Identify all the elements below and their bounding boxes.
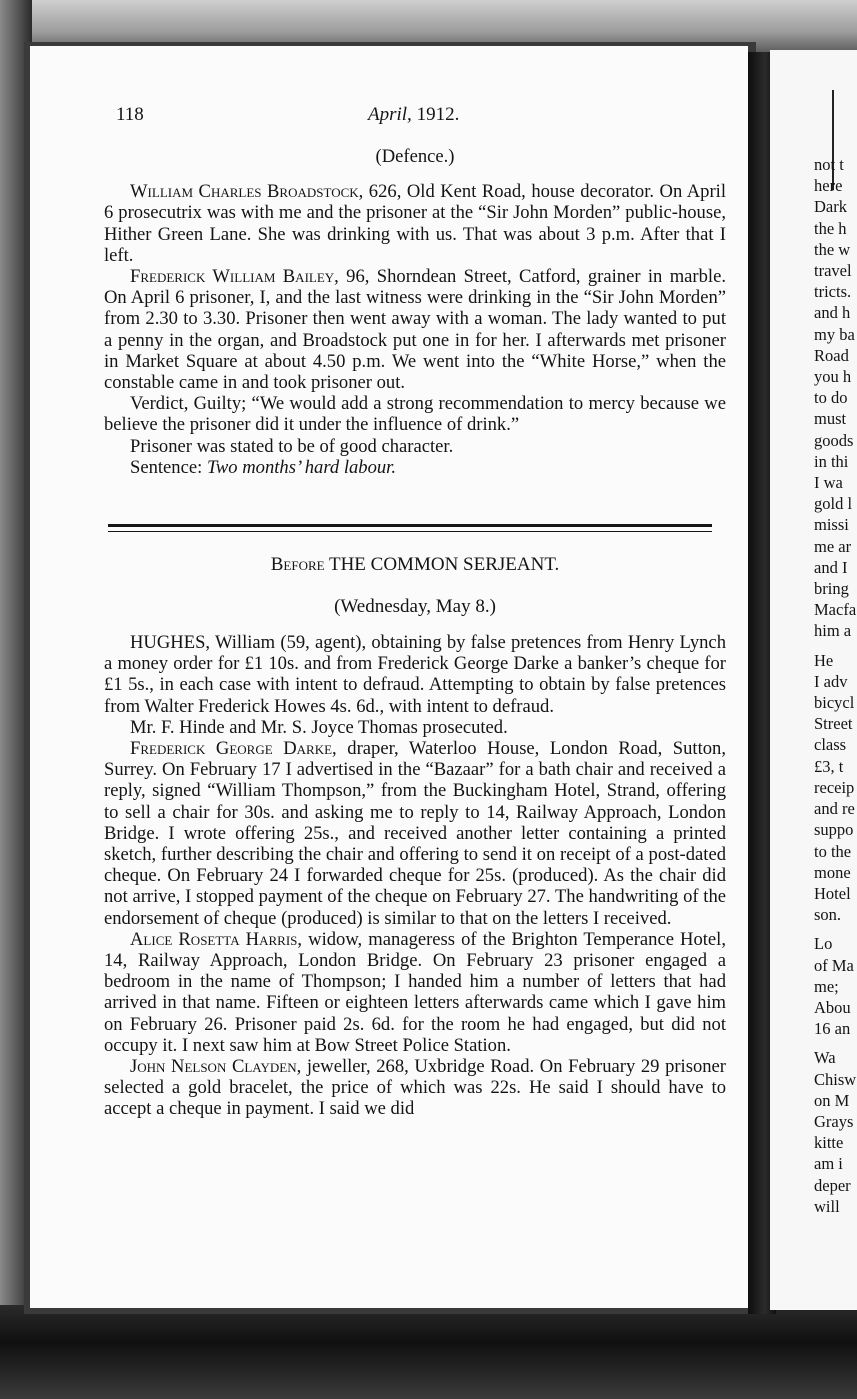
facing-page-line: and I <box>814 557 848 577</box>
facing-page-line: gold l <box>814 494 853 514</box>
facing-page-line: 16 an <box>814 1019 851 1039</box>
facing-page-line: He <box>814 650 834 670</box>
page-number: 118 <box>116 104 144 125</box>
facing-page-line: mone <box>814 862 851 882</box>
witness-testimony: widow, manageress of the Brighton Temperance Hotel, 14, Railway Approach, London Bridge. On February 23 prisoner engaged a bedroom in the name of Thompson; I handed him a number of letters that had arrived in that name. Fifteen or eighteen letters afterwards came which I gave him on February 26. Prisoner paid 2s. 6d. for the room he had engaged, but did not occupy it. I next saw him at Bow Street Police Station. <box>104 928 726 1056</box>
facing-page-line: in thi <box>814 451 849 471</box>
facing-page-line: here <box>814 176 843 196</box>
facing-page-line <box>814 642 857 650</box>
facing-page-line: you h <box>814 367 852 387</box>
witness-name: Frederick William Bailey, <box>130 266 339 288</box>
court-heading-name: THE COMMON SERJEANT. <box>328 554 560 575</box>
facing-page-line: receip <box>814 777 855 797</box>
defence-heading: (Defence.) <box>375 146 455 167</box>
facing-page-line: Road <box>814 345 849 365</box>
witness-testimony: draper, Waterloo House, London Road, Sutton, Surrey. On February 17 I advertised in the “Bazaar” for a bath chair and received a reply, signed “William Thompson,” from the Buckingham Hotel, Strand, offering to sell a chair for 30s. and asking me to reply to 14, Railway Approach, London Bridge. I wrote offering 25s., and received another letter containing a printed sketch, further describing the chair and offering to send it on receipt of a post-dated cheque. On February 24 I forwarded cheque for 25s. (produced). As the chair did not arrive, I stopped payment of the cheque on February 27. The handwriting of the endorsement of cheque (produced) is similar to that on the letters I received. <box>104 738 727 929</box>
facing-page-text <box>814 154 857 1217</box>
facing-page-line <box>814 1039 857 1047</box>
header-year: 1912. <box>416 104 460 125</box>
facing-page-line: my ba <box>814 324 855 344</box>
charge-text: (59, agent), obtaining by false pretences from Henry Lynch a money order for £1 10s. and from Frederick George Darke a banker’s cheque for £1 5s., in each case with intent to defraud. Attempting to obtain by false pretences from Walter Frederick Howes 4s. 6d., with intent to defraud. <box>104 632 726 717</box>
facing-page-line: of Ma <box>814 955 854 975</box>
facing-page-line: and re <box>814 799 855 819</box>
background-bottom <box>0 1305 857 1399</box>
court-heading-before: Before <box>270 554 325 575</box>
facing-page-line: on M <box>814 1090 850 1110</box>
facing-page-line: will <box>814 1196 840 1216</box>
facing-page-line: Dark <box>814 197 847 217</box>
witness-testimony: jeweller, 268, Uxbridge Road. On February 29 prisoner selected a gold bracelet, the price of which was 22s. He said I should have to accept a cheque in payment. I said we did <box>104 1056 726 1120</box>
witness-paragraph <box>104 738 726 929</box>
facing-page-line: me ar <box>814 536 852 556</box>
facing-page-line: travel <box>814 261 852 281</box>
witness-name: William Charles Broadstock, <box>130 181 364 203</box>
witness-name: Alice Rosetta Harris, <box>130 928 303 950</box>
facing-page-line: bring <box>814 579 849 599</box>
running-header-date <box>368 104 459 126</box>
witness-testimony: 626, Old Kent Road, house decorator. On April 6 prosecutrix was with me and the prisoner at the “Sir John Morden” public-house, Hither Green Lane. She was drinking with us. That was about 3 p.m. After that I left. <box>104 181 726 266</box>
facing-page-line: and h <box>814 303 851 323</box>
verdict: Verdict, Guilty; “We would add a strong recommendation to mercy because we believe the prisoner did it under the influence of drink.” <box>104 393 726 436</box>
facing-page-line: Chisw <box>814 1069 857 1089</box>
indictment <box>104 632 726 717</box>
facing-page-line: Lo <box>814 934 833 954</box>
facing-page-line: him a <box>814 621 852 641</box>
sentence <box>104 457 726 478</box>
witness-paragraph <box>104 266 726 393</box>
facing-page-line: I adv <box>814 671 848 691</box>
witness-name: John Nelson Clayden, <box>130 1056 302 1078</box>
facing-page-line: the w <box>814 239 851 259</box>
facing-page-line: must <box>814 409 847 429</box>
witness-name: Frederick George Darke, <box>130 738 337 760</box>
facing-page-line: not t <box>814 155 844 174</box>
facing-page-line: goods <box>814 430 854 450</box>
facing-page-line: am i <box>814 1154 843 1174</box>
facing-page-line: £3, t <box>814 756 844 776</box>
section-divider <box>108 524 712 532</box>
facing-page-line: Abou <box>814 997 851 1017</box>
witness-paragraph <box>104 181 726 266</box>
facing-page-line: I wa <box>814 473 843 493</box>
sitting-date: (Wednesday, May 8.) <box>334 596 496 617</box>
facing-page-line <box>814 925 857 933</box>
facing-page-line: Macfa <box>814 600 857 620</box>
facing-page-line: deper <box>814 1175 851 1195</box>
sentence-label: Sentence: <box>130 456 203 478</box>
witness-testimony: 96, Shorndean Street, Catford, grainer in marble. On April 6 prisoner, I, and the last witness were drinking in the “Sir John Morden” from 2.30 to 3.30. Prisoner then went away with a woman. The lady wanted to put a penny in the organ, and Broadstock put one in for her. I afterwards met prisoner in Market Square at about 4.50 p.m. We went into the “White Horse,” when the constable came in and took prisoner out. <box>104 266 726 394</box>
facing-page-line: tricts. <box>814 282 852 302</box>
witness-paragraph <box>104 1056 726 1120</box>
facing-page-line: to do <box>814 388 848 408</box>
character-note: Prisoner was stated to be of good character. <box>130 435 454 457</box>
facing-page-line: son. <box>814 905 842 925</box>
facing-page-line: Hotel <box>814 883 851 903</box>
facing-page-line: Street <box>814 714 853 734</box>
counsel: Mr. F. Hinde and Mr. S. Joyce Thomas prosecuted. <box>130 716 508 738</box>
defendant-name: HUGHES, William <box>130 632 276 653</box>
facing-page-line: me; <box>814 976 839 996</box>
facing-page-line: bicycl <box>814 693 855 713</box>
court-heading <box>104 554 726 576</box>
facing-page-line: the h <box>814 218 847 238</box>
header-month: April, <box>368 104 412 125</box>
witness-paragraph <box>104 929 726 1056</box>
facing-page-line: kitte <box>814 1133 844 1153</box>
facing-page-line: to the <box>814 841 852 861</box>
defence-section <box>104 146 726 478</box>
hughes-case <box>104 632 726 1120</box>
facing-page <box>770 50 857 1310</box>
facing-page-line: class <box>814 735 847 755</box>
facing-page-line: Wa <box>814 1048 836 1068</box>
sentence-text: Two months’ hard labour. <box>206 456 397 478</box>
facing-page-line: missi <box>814 515 849 535</box>
facing-page-line: suppo <box>814 820 854 840</box>
facing-page-line: Grays <box>814 1111 854 1131</box>
